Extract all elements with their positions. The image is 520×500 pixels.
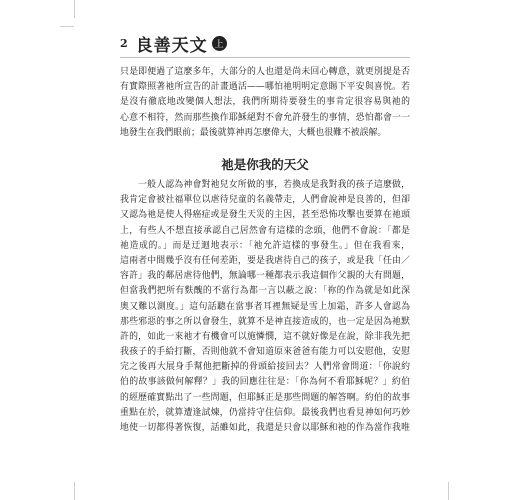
text-line: 的經歷確實點出了一些問題，但耶穌正是那些問題的解答啊。約伯的故事 [120, 392, 410, 403]
page-number: 2 [120, 36, 128, 50]
text-line: 伯的故事該做何解釋？」我的回應往往是：「你為何不看耶穌呢？」約伯 [120, 377, 410, 388]
text-line: 地發生在我們眼前；最後就算神再怎麼偉大，大概也很難不被誤解。 [120, 127, 387, 138]
text-line: 這兩者中間幾乎沒有任何差距，要是我虐待自己的孩子，或是我「任由／ [120, 255, 410, 266]
text-line: 完之後再大展身手幫他把斷掉的骨頭給接回去？人們常會問道：「你說約 [120, 362, 410, 373]
text-line: 那些邪惡的事之所以會發生，就算不是神直接造成的，也一定是因為祂默 [120, 316, 410, 327]
text-line: 一般人認為神會對祂兒女所做的事，若換成是我對我的孩子這麼做， [138, 180, 410, 190]
text-line: 許的，如此一來祂才有機會可以施憐憫，這不就好像是在說，除非我先把 [120, 331, 410, 342]
book-title: 良善天文 [135, 35, 208, 56]
volume-badge: 上 [212, 36, 227, 51]
text-line: 心意不相符，然而那些換作耶穌絕對不會允許發生的事情，恐怕都會一一 [120, 112, 410, 123]
text-line: 我孩子的手給打斷，否則他就不會知道原來爸爸有能力可以安慰他，安慰 [120, 347, 410, 358]
text-line: 我肯定會被社福單位以虐待兒童的名義帶走，人們會說神是良善的，但卻 [120, 195, 410, 206]
body-paragraph [120, 178, 410, 436]
text-line: 祂造成的。」而是迂迴地表示：「祂允許這樣的事發生。」但在我看來， [120, 240, 410, 251]
intro-paragraph [120, 65, 410, 141]
crop-mark-top-left [74, 0, 75, 18]
text-line: 有實際照著祂所宣告的計畫過活——哪怕祂明明定意賜下平安與喜悅。若 [120, 82, 410, 93]
text-line: 但當我們把所有麩醜的不當行為都一言以蔽之說：「祢的作為就是如此深 [120, 286, 410, 297]
crop-mark-bottom-left [74, 482, 75, 500]
running-header [120, 30, 227, 56]
text-line: 地使一切都得著恢復，話雖如此，我還是只會以耶穌和祂的作為當作我唯 [120, 423, 410, 433]
text-line: 奧又難以測度。」這句話聽在當事者耳裡無疑是雪上加霜，許多人會認為 [120, 301, 410, 312]
section-heading: 祂是你我的天父 [221, 157, 309, 172]
header-divider [120, 57, 410, 58]
text-line: 上，有些人不想直接承認自己居然會有這樣的念頭，他們不會說：「都是 [120, 225, 410, 236]
text-line: 重點在於，就算遭逢試煉，仍當持守住信仰。最後我們也看見神如何巧妙 [120, 407, 410, 418]
text-line: 只是即便過了這麼多年，大部分的人也還是尚未回心轉意，就更別提是否 [120, 67, 410, 77]
text-line: 又認為祂是使人得癌症或是發生天災的主因，甚至恐怖攻擊也要算在祂頭 [120, 210, 410, 221]
crop-mark-bottom-right [448, 482, 449, 500]
text-line: 容許」我的鄰居虐待他們，無論哪一種都表示我這個作父親的大有問題， [120, 271, 410, 282]
text-line: 是沒有徹底地改變個人想法，我們所期待要發生的事肯定很容易與祂的 [120, 97, 410, 108]
crop-mark-left [60, 26, 74, 27]
